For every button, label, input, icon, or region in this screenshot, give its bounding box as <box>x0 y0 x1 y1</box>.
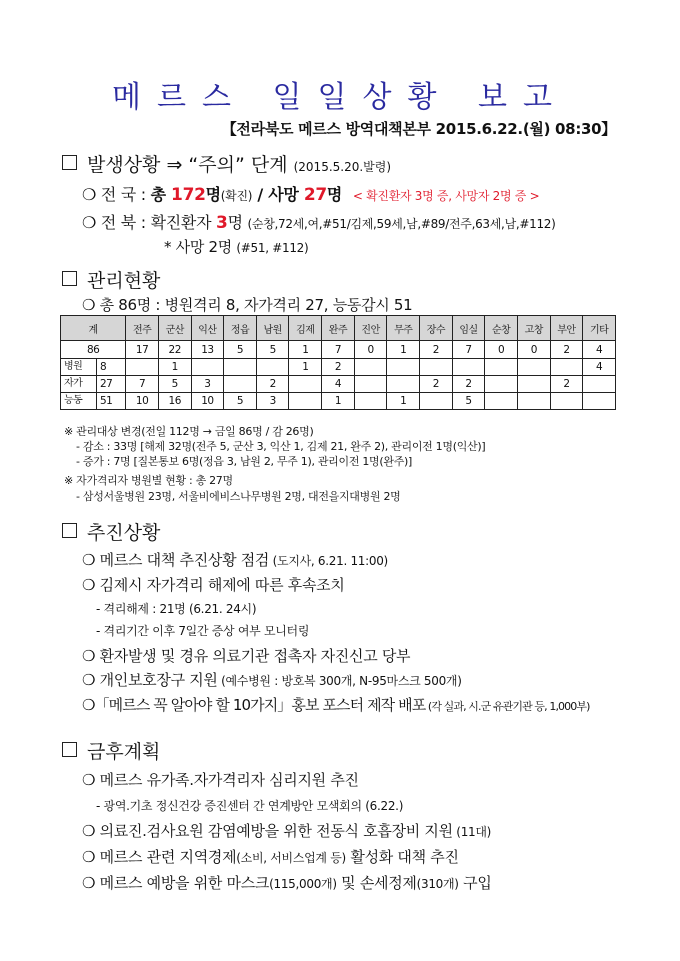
table-cell <box>289 393 322 410</box>
table-cell: 13 <box>191 341 224 359</box>
table-cell <box>354 376 387 393</box>
table-cell: 17 <box>126 341 159 359</box>
plan-item <box>82 820 491 841</box>
section-heading: 추진상황 <box>87 522 161 544</box>
table-cell <box>550 359 583 376</box>
plan-item <box>82 846 459 867</box>
section-heading: 발생상황 ⇒ “주의” 단계 <box>87 154 288 176</box>
progress-item <box>82 574 345 595</box>
section-progress <box>62 518 160 545</box>
table-row-active-monitoring <box>61 393 616 410</box>
table-header-cell: 무주 <box>387 316 420 341</box>
table-cell: 4 <box>583 359 616 376</box>
table-cell <box>256 359 289 376</box>
alert-date: (2015.5.20.발령) <box>293 160 392 174</box>
table-header-row <box>61 316 616 341</box>
plan-item-detail: (310개) <box>416 877 459 891</box>
table-cell: 5 <box>224 393 257 410</box>
table-cell <box>485 393 518 410</box>
table-cell: 1 <box>322 393 355 410</box>
progress-item-text: ❍「메르스 꼭 알아야 할 10가지」홍보 포스터 제작 배포 <box>82 696 426 714</box>
national-total-unit: 명 <box>205 185 221 204</box>
table-row-total <box>61 341 616 359</box>
row-label: 능동 <box>61 393 97 409</box>
plan-item-text: ❍ 메르스 관련 지역경제 <box>82 848 237 866</box>
plan-item-text-tail: 및 손세정제 <box>336 874 417 892</box>
table-row-self-isolation <box>61 376 616 393</box>
progress-item <box>82 669 462 690</box>
table-cell <box>354 393 387 410</box>
table-header-cell: 전주 <box>126 316 159 341</box>
management-summary: ❍ 총 86명 : 병원격리 8, 자가격리 27, 능동감시 51 <box>82 296 413 314</box>
progress-item-text: ❍ 김제시 자가격리 해제에 따른 후속조치 <box>82 576 345 594</box>
plan-item-text-tail: 구입 <box>458 874 492 892</box>
progress-item <box>82 645 410 666</box>
table-cell: 0 <box>517 341 550 359</box>
note-hospital-breakdown: ※ 자가격리자 병원별 현황 : 총 27명 <box>64 474 233 487</box>
section-heading: 관리현황 <box>87 270 161 292</box>
table-cell: 2 <box>322 359 355 376</box>
table-cell-combined <box>61 376 126 393</box>
progress-subitem: - 격리기간 이후 7일간 증상 여부 모니터링 <box>96 624 310 638</box>
table-cell: 5 <box>224 341 257 359</box>
row-label: 자가 <box>61 376 97 392</box>
plan-item-text: ❍ 메르스 유가족.자가격리자 심리지원 추진 <box>82 771 359 789</box>
table-header-cell: 기타 <box>583 316 616 341</box>
progress-item-detail: (각 실과, 시.군 유관기관 등, 1,000부) <box>425 700 590 713</box>
table-header-cell: 완주 <box>322 316 355 341</box>
table-cell <box>354 359 387 376</box>
progress-item-text: ❍ 메르스 대책 추진상황 점검 <box>82 551 270 569</box>
table-header-cell: 정읍 <box>224 316 257 341</box>
table-cell: 1 <box>158 359 191 376</box>
checkbox-square-icon <box>62 523 77 538</box>
progress-item-detail: (도지사, 6.21. 11:00) <box>269 554 388 568</box>
table-cell <box>387 359 420 376</box>
table-cell <box>387 376 420 393</box>
plan-item <box>82 872 492 893</box>
table-cell: 16 <box>158 393 191 410</box>
national-death-unit: 명 <box>326 185 343 204</box>
national-label: ❍ 전 국 : <box>82 185 146 204</box>
table-cell <box>485 376 518 393</box>
jeonbuk-confirmed-count: 3 <box>216 213 228 233</box>
table-cell: 0 <box>485 341 518 359</box>
table-cell <box>452 359 485 376</box>
table-cell: 5 <box>452 393 485 410</box>
table-cell <box>224 359 257 376</box>
table-cell <box>126 359 159 376</box>
table-header-cell: 김제 <box>289 316 322 341</box>
table-cell <box>517 376 550 393</box>
table-cell <box>583 393 616 410</box>
plan-item-detail: (11대) <box>452 825 492 839</box>
national-death-prefix: / 사망 <box>252 185 304 204</box>
table-header-cell: 장수 <box>420 316 453 341</box>
table-cell: 2 <box>256 376 289 393</box>
national-total-count: 172 <box>171 185 206 205</box>
table-header-cell: 진안 <box>354 316 387 341</box>
management-table <box>60 315 616 410</box>
table-cell: 1 <box>387 341 420 359</box>
note-increase: - 증가 : 7명 [질본통보 6명(정읍 3, 남원 2, 무주 1), 관리이전 1명(완주)] <box>76 455 413 468</box>
table-header-cell: 남원 <box>256 316 289 341</box>
table-cell: 2 <box>420 341 453 359</box>
plan-item-text-tail: 활성화 대책 추진 <box>345 848 459 866</box>
table-cell-combined <box>61 393 126 410</box>
section-management-status <box>62 266 160 293</box>
plan-item-detail: (소비, 서비스업계 등) <box>236 851 346 865</box>
table-cell <box>191 359 224 376</box>
table-cell: 3 <box>256 393 289 410</box>
progress-item <box>82 694 589 715</box>
table-header-cell: 부안 <box>550 316 583 341</box>
note-decrease: - 감소 : 33명 [해제 32명(전주 5, 군산 3, 익산 1, 김제 21, 완주 2), 관리이전 1명(익산)] <box>76 440 486 453</box>
plan-item-detail: (115,000개) <box>269 877 337 891</box>
table-cell <box>517 359 550 376</box>
table-cell: 4 <box>583 341 616 359</box>
table-cell: 2 <box>550 376 583 393</box>
table-cell <box>517 393 550 410</box>
progress-item-text: ❍ 환자발생 및 경유 의료기관 접촉자 자진신고 당부 <box>82 647 411 665</box>
checkbox-square-icon <box>62 271 77 286</box>
note-hospital-list: - 삼성서울병원 23명, 서울비에비스나무병원 2명, 대전을지대병원 2명 <box>76 490 401 503</box>
table-cell <box>485 359 518 376</box>
plan-item <box>82 769 359 790</box>
table-cell: 3 <box>191 376 224 393</box>
table-cell: 7 <box>126 376 159 393</box>
section-future-plans <box>62 737 160 764</box>
page-title: 메르스 일일상황 보고 <box>112 80 568 115</box>
section-outbreak-status <box>62 150 391 177</box>
table-header-cell: 군산 <box>158 316 191 341</box>
table-cell: 86 <box>61 341 126 359</box>
table-cell: 4 <box>322 376 355 393</box>
jeonbuk-confirmed-unit: 명 <box>227 213 243 232</box>
table-cell: 10 <box>126 393 159 410</box>
table-cell: 1 <box>387 393 420 410</box>
section-heading: 금후계획 <box>87 741 161 763</box>
table-cell: 5 <box>158 376 191 393</box>
jeonbuk-death-detail: (#51, #112) <box>236 241 309 255</box>
plan-subitem: - 광역.기초 정신건강 증진센터 간 연계방안 모색회의 (6.22.) <box>96 799 404 813</box>
national-total-prefix: 총 <box>150 185 172 204</box>
table-header-cell: 계 <box>61 316 126 341</box>
table-header-cell: 임실 <box>452 316 485 341</box>
jeonbuk-confirmed-detail: (순창,72세,여,#51/김제,59세,남,#89/전주,63세,남,#112) <box>247 217 556 231</box>
table-cell: 1 <box>289 341 322 359</box>
table-cell: 5 <box>256 341 289 359</box>
table-cell: 2 <box>550 341 583 359</box>
table-cell: 7 <box>452 341 485 359</box>
checkbox-square-icon <box>62 155 77 170</box>
table-cell <box>289 376 322 393</box>
table-cell <box>420 359 453 376</box>
jeonbuk-death-line <box>164 236 308 257</box>
national-confirmed-tag: (확진) <box>220 189 253 203</box>
note-change: ※ 관리대상 변경(전일 112명 → 금일 86명 / 감 26명) <box>64 425 314 438</box>
table-cell: 0 <box>354 341 387 359</box>
national-death-count: 27 <box>303 185 327 205</box>
table-header-cell: 순창 <box>485 316 518 341</box>
table-cell: 10 <box>191 393 224 410</box>
progress-item <box>82 549 388 570</box>
table-cell-combined <box>61 359 126 376</box>
plan-item-text: ❍ 메르스 예방을 위한 마스크 <box>82 874 270 892</box>
table-cell: 7 <box>322 341 355 359</box>
row-label: 병원 <box>61 359 97 375</box>
jeonbuk-label: ❍ 전 북 : <box>82 213 146 232</box>
jeonbuk-status-line <box>82 210 556 233</box>
table-cell: 2 <box>420 376 453 393</box>
progress-item-detail: (예수병원 : 방호복 300개, N-95마스크 500개) <box>217 674 462 688</box>
table-cell: 27 <box>100 378 113 390</box>
progress-subitem: - 격리해제 : 21명 (6.21. 24시) <box>96 602 257 616</box>
table-cell: 22 <box>158 341 191 359</box>
checkbox-square-icon <box>62 742 77 757</box>
table-cell <box>224 376 257 393</box>
national-change-note: < 확진환자 3명 증, 사망자 2명 증 > <box>352 189 540 203</box>
table-header-cell: 익산 <box>191 316 224 341</box>
progress-item-text: ❍ 개인보호장구 지원 <box>82 671 218 689</box>
table-row-hospital <box>61 359 616 376</box>
jeonbuk-confirmed-prefix: 확진환자 <box>150 213 217 232</box>
table-cell: 8 <box>100 361 107 373</box>
table-cell: 2 <box>452 376 485 393</box>
report-header: 【전라북도 메르스 방역대책본부 2015.6.22.(월) 08:30】 <box>221 120 616 138</box>
table-cell <box>583 376 616 393</box>
national-status-line <box>82 182 539 205</box>
table-cell <box>550 393 583 410</box>
plan-item-text: ❍ 의료진.검사요원 감염예방을 위한 전동식 호흡장비 지원 <box>82 822 453 840</box>
table-header-cell: 고창 <box>517 316 550 341</box>
jeonbuk-death: * 사망 2명 <box>164 238 232 256</box>
table-cell <box>420 393 453 410</box>
table-cell: 51 <box>100 395 113 407</box>
table-cell: 1 <box>289 359 322 376</box>
